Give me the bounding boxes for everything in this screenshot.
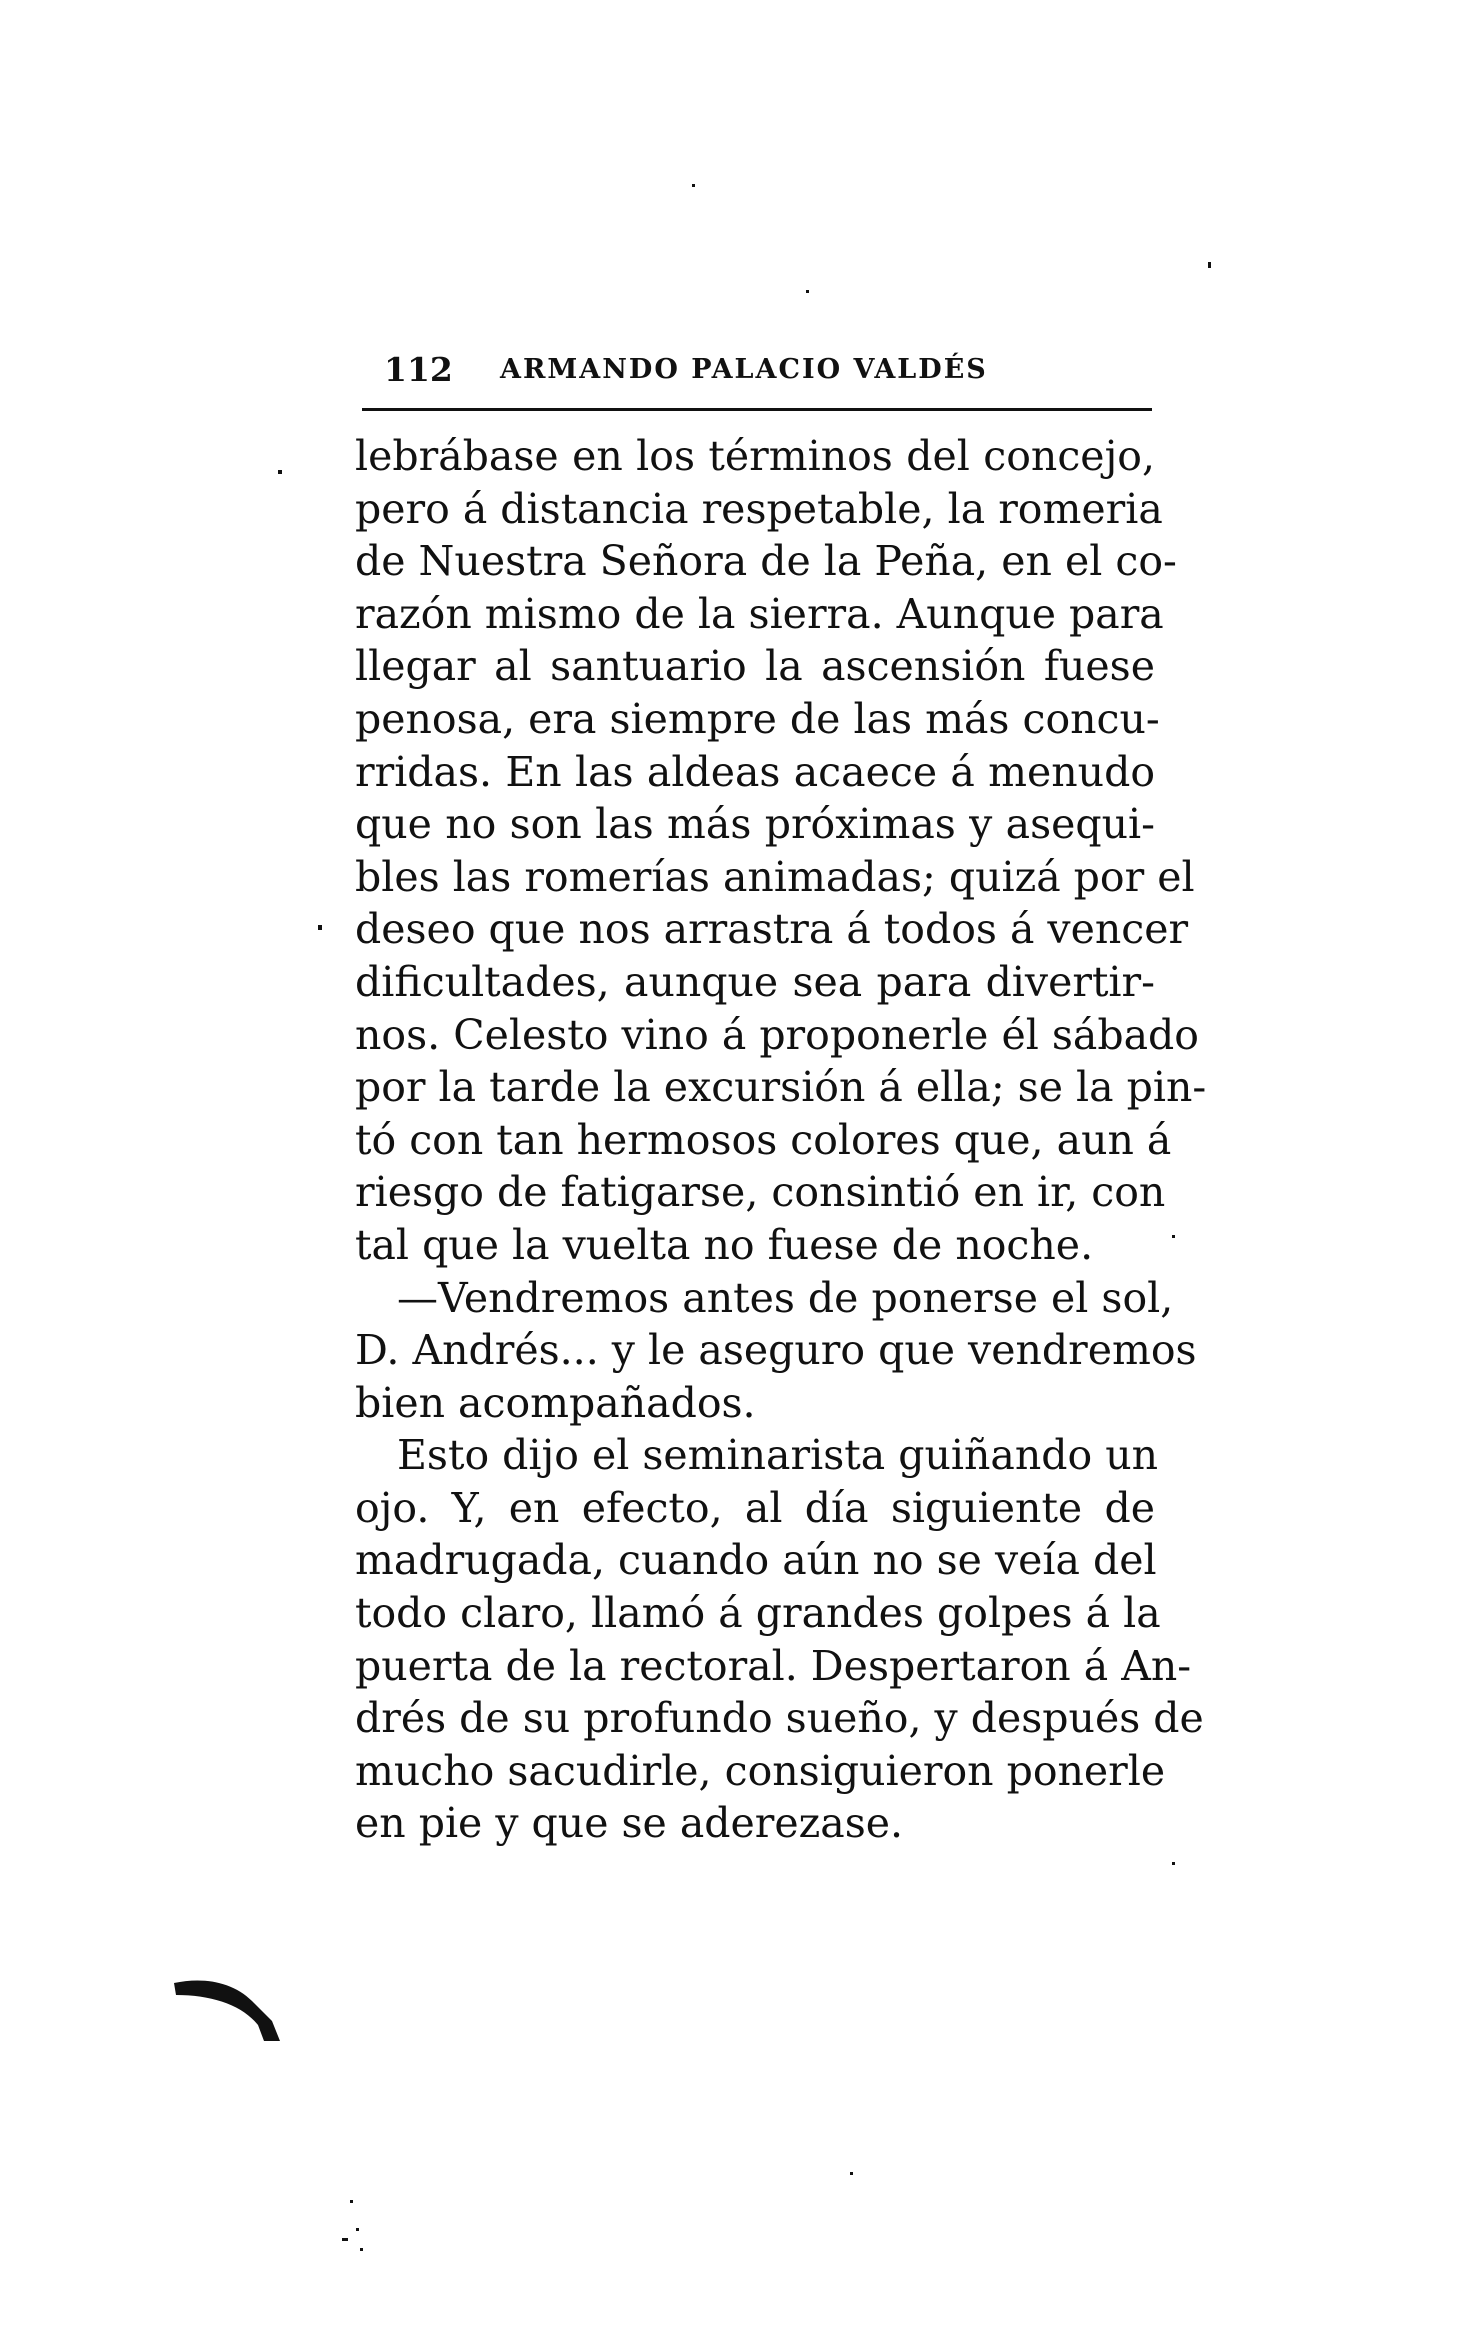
text-line: puerta de la rectoral. Despertaron á An- [355,1641,1192,1690]
text-line: todo claro, llamó á grandes golpes á la [355,1589,1161,1638]
text-line: penosa, era siempre de las más concu- [355,694,1160,743]
text-line: ojo. Y, en efecto, al día siguiente de [355,1483,1155,1532]
text-line: drés de su profundo sueño, y después de [355,1694,1204,1743]
body-text [355,430,1207,1850]
running-header-author: ARMANDO PALACIO VALDÉS [500,354,988,385]
text-line: bien acompañados. [355,1378,756,1427]
text-line: en pie y que se aderezase. [355,1799,904,1848]
text-line: por la tarde la excursión á ella; se la pin- [355,1063,1207,1112]
speck-mark [1208,262,1211,268]
text-line: lebrábase en los términos del concejo, [355,432,1155,480]
text-line: de Nuestra Señora de la Peña, en el co- [355,537,1177,586]
speck-mark [1172,1235,1175,1238]
text-line: Esto dijo el seminarista guiñando un [397,1431,1159,1480]
text-line: D. Andrés... y le aseguro que vendremos [355,1326,1197,1375]
text-line: nos. Celesto vino á proponerle él sábado [355,1010,1199,1059]
text-line: riesgo de fatigarse, consintió en ir, con [355,1168,1166,1217]
text-line: deseo que nos arrastra á todos á vencer [355,905,1189,954]
text-line: rridas. En las aldeas acaece á menudo [355,747,1155,796]
text-line: que no son las más próximas y asequi- [355,800,1155,849]
speck-mark [360,2248,363,2251]
speck-mark [356,2228,359,2231]
text-line: madrugada, cuando aún no se veía del [355,1536,1157,1585]
header-rule [362,408,1152,411]
speck-mark [806,290,809,293]
text-line: bles las romerías animadas; quizá por el [355,852,1195,901]
speck-mark [1172,1862,1175,1865]
text-line: razón mismo de la sierra. Aunque para [355,589,1164,638]
speck-mark [318,925,322,930]
text-line: dificultades, aunque sea para divertir- [355,957,1155,1006]
print-bracket-mark [172,1975,282,2045]
speck-mark [342,2238,348,2241]
speck-mark [350,2200,353,2203]
text-line: llegar al santuario la ascensión fuese [355,642,1155,691]
speck-mark [278,470,282,474]
text-line: pero á distancia respetable, la romeria [355,484,1163,533]
speck-mark [692,184,695,187]
speck-mark [850,2172,853,2175]
running-header [362,340,1152,390]
text-line: tó con tan hermosos colores que, aun á [355,1115,1172,1164]
page-number: 112 [384,350,453,389]
text-line: mucho sacudirle, consiguieron ponerle [355,1746,1166,1795]
text-line: —Vendremos antes de ponerse el sol, [397,1273,1174,1322]
text-line: tal que la vuelta no fuese de noche. [355,1220,1094,1269]
